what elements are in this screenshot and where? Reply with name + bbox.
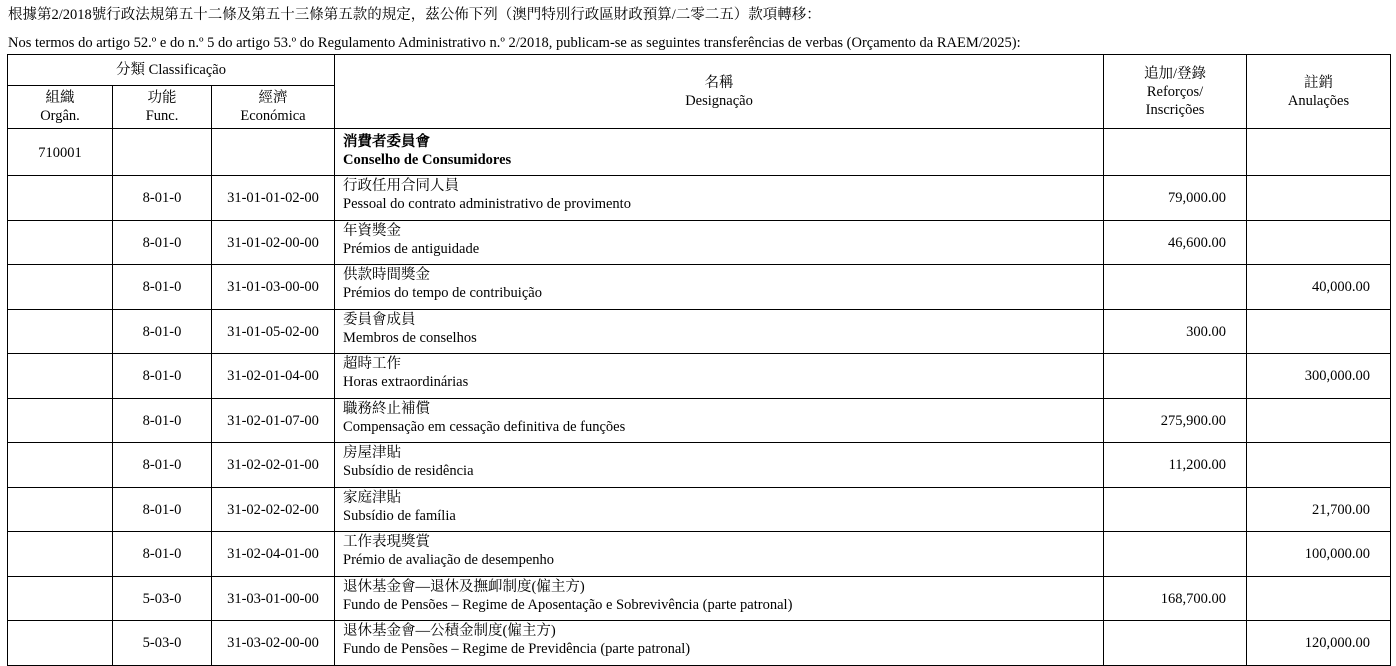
table-row [8,265,1391,310]
economic-code: 31-01-01-02-00 [227,190,319,206]
table-row [8,532,1391,577]
table-row [8,576,1391,621]
header-economic-pt: Económica [240,108,306,124]
anulacoes-value: 21,700.00 [1312,501,1371,518]
table-row [8,621,1391,666]
economic-code: 31-01-02-00-00 [227,234,319,251]
function-code: 8-01-0 [142,412,182,429]
reforcos-value: 46,600.00 [1168,234,1227,251]
designation-zh: 年資獎金 [343,222,402,239]
organ-cell [8,532,113,577]
function-code: 8-01-0 [142,323,182,340]
reforcos-value: 79,000.00 [1168,190,1227,206]
header-economic [212,86,335,129]
header-organ-pt: Orgân. [40,108,80,124]
entity-name-zh: 消費者委員會 [343,134,431,150]
reforcos-value: 11,200.00 [1168,457,1227,473]
function-code: 8-01-0 [142,234,182,251]
function-code: 8-01-0 [142,368,182,384]
anulacoes-value: 120,000.00 [1304,635,1371,651]
reforcos-value: 168,700.00 [1160,590,1227,607]
organ-cell [8,443,113,488]
designation-pt: Compensação em cessação definitiva de funções [343,418,626,435]
header-economic-zh: 經濟 [258,90,288,106]
header-anulacoes [1247,55,1391,129]
designation-zh: 超時工作 [343,356,402,372]
economic-code: 31-02-01-07-00 [227,412,319,429]
table-row [8,220,1391,265]
header-organ [8,86,113,129]
transfer-table [7,54,1391,666]
designation-zh: 房屋津貼 [343,445,402,461]
designation-zh: 家庭津貼 [343,489,402,506]
header-function-zh: 功能 [147,90,177,106]
header-function [113,86,212,129]
designation-pt: Subsídio de residência [343,463,474,479]
table-row [8,354,1391,399]
designation-pt: Horas extraordinárias [343,374,469,390]
function-code: 8-01-0 [142,279,182,295]
entity-organ-code: 710001 [8,129,113,176]
designation-zh: 供款時間獎金 [343,267,431,283]
organ-cell [8,354,113,399]
header-designation-zh: 名稱 [704,74,734,91]
function-code: 5-03-0 [142,590,182,607]
function-code: 8-01-0 [142,190,182,206]
header-reforcos-pt1: Reforços/ [1146,83,1204,100]
table-row [8,309,1391,354]
designation-pt: Prémios de antiguidade [343,240,480,257]
reforcos-value: 275,900.00 [1160,412,1227,429]
organ-cell [8,265,113,310]
organ-cell [8,220,113,265]
anulacoes-value: 100,000.00 [1304,546,1371,562]
header-designation-pt: Designação [685,92,753,109]
intro-text-chinese: 根據第2/2018號行政法規第五十二條及第五十三條第五款的規定，茲公佈下列（澳門特別行政區財政預算/二零二五）款項轉移： [8,7,821,23]
designation-pt: Pessoal do contrato administrativo de provimento [343,196,631,212]
economic-code: 31-01-05-02-00 [227,323,319,340]
designation-pt: Membros de conselhos [343,329,477,346]
anulacoes-value: 40,000.00 [1312,279,1371,295]
designation-pt: Prémios do tempo de contribuição [343,285,542,301]
economic-code: 31-02-02-02-00 [227,501,319,518]
function-code: 8-01-0 [142,546,182,562]
organ-cell [8,621,113,666]
header-reforcos-pt2: Inscrições [1145,101,1205,118]
header-function-pt: Func. [145,108,179,124]
header-anulacoes-pt: Anulações [1287,92,1350,109]
economic-code: 31-03-02-00-00 [227,635,319,651]
intro-text-portuguese: Nos termos do artigo 52.º e do n.º 5 do artigo 53.º do Regulamento Administrativo n.º 2/2018, publicam-se as seguintes transferências de verbas (Orçamento da RAEM/2025): [8,35,1021,51]
designation-zh: 職務終止補償 [343,400,431,417]
designation-zh: 工作表現獎賞 [343,534,431,550]
economic-code: 31-02-01-04-00 [227,368,319,384]
table-row [8,398,1391,443]
entity-name-pt: Conselho de Consumidores [343,152,512,168]
entity-row [8,129,1391,176]
designation-pt: Prémio de avaliação de desempenho [343,552,555,568]
economic-code: 31-01-03-00-00 [227,279,319,295]
designation-pt: Subsídio de família [343,507,456,524]
economic-code: 31-03-01-00-00 [227,590,319,607]
header-organ-zh: 組織 [45,90,75,106]
organ-cell [8,576,113,621]
organ-cell [8,309,113,354]
designation-pt: Fundo de Pensões – Regime de Previdência (parte patronal) [343,641,691,657]
header-designation [335,55,1104,129]
designation-zh: 退休基金會—公積金制度(僱主方) [343,623,556,639]
anulacoes-value: 300,000.00 [1304,368,1371,384]
organ-cell [8,487,113,532]
function-code: 8-01-0 [142,501,182,518]
designation-zh: 退休基金會—退休及撫卹制度(僱主方) [343,578,585,595]
designation-pt: Fundo de Pensões – Regime de Aposentação e Sobrevivência (parte patronal) [343,596,793,613]
economic-code: 31-02-04-01-00 [227,546,319,562]
organ-cell [8,398,113,443]
table-row [8,176,1391,221]
reforcos-value: 300.00 [1186,323,1227,340]
economic-code: 31-02-02-01-00 [227,457,319,473]
function-code: 5-03-0 [142,635,182,651]
header-reforcos-zh: 追加/登錄 [1144,65,1207,82]
table-row [8,443,1391,488]
designation-zh: 委員會成員 [343,311,416,328]
designation-zh: 行政任用合同人員 [343,178,460,194]
organ-cell [8,176,113,221]
function-code: 8-01-0 [142,457,182,473]
header-classification: 分類 Classificação [8,55,335,86]
header-reforcos [1104,55,1247,129]
header-anulacoes-zh: 註銷 [1304,74,1334,91]
table-row [8,487,1391,532]
